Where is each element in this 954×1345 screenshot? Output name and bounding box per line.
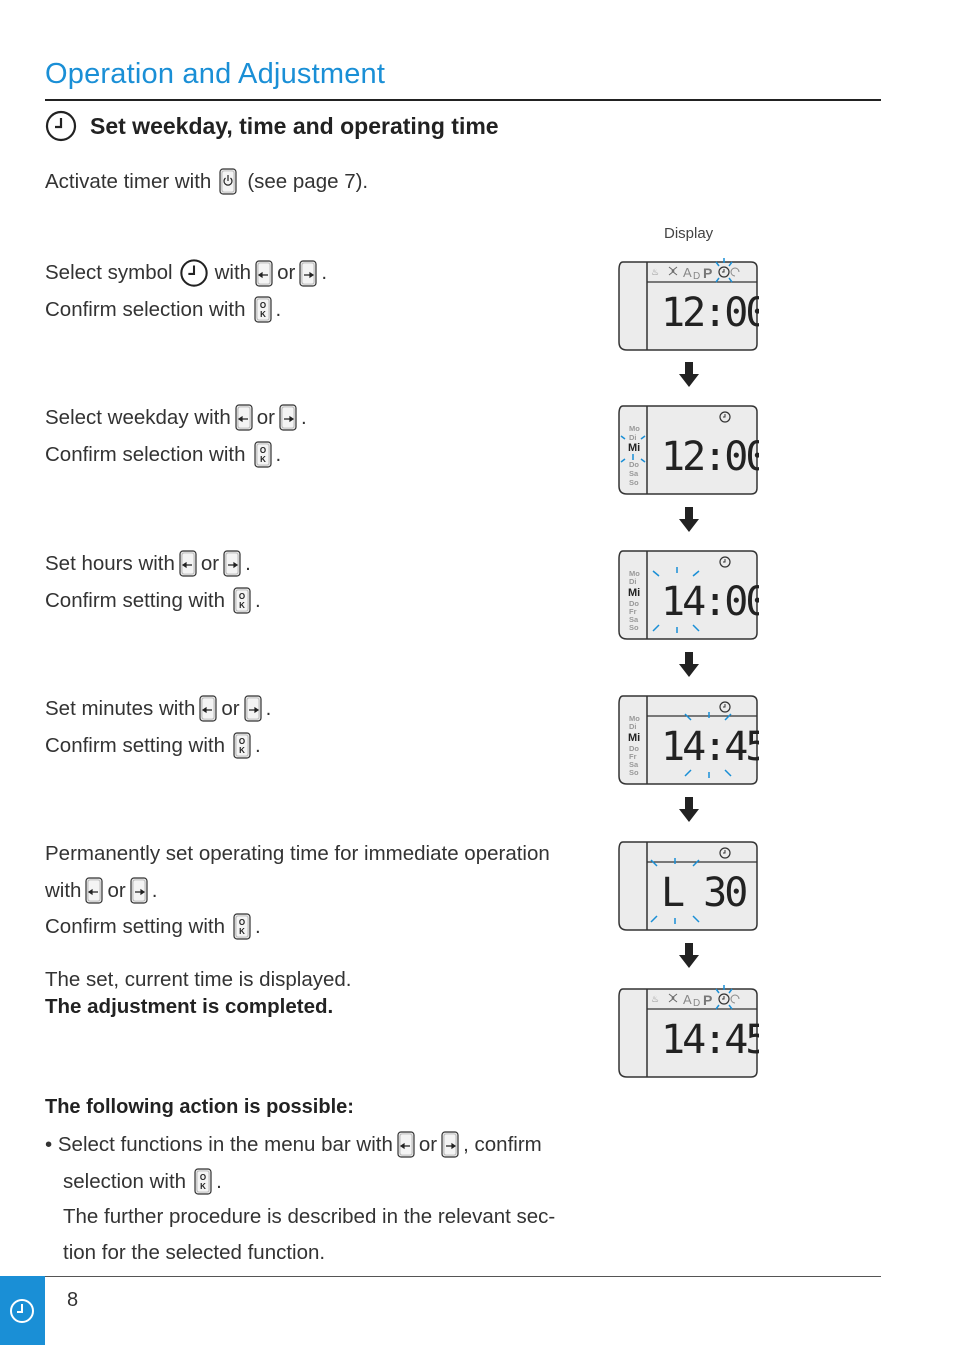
arrow-down-icon [678, 943, 700, 969]
possible-line-4: tion for the selected function. [63, 1241, 326, 1264]
svg-text:K: K [239, 746, 245, 755]
svg-text:♨: ♨ [651, 267, 660, 277]
arrow-down-icon [678, 797, 700, 823]
step-set-minutes: Set minutes with or . [45, 695, 271, 722]
left-arrow-button-icon [397, 1131, 415, 1158]
menu-p: P [703, 992, 713, 1008]
arrow-down-icon [678, 507, 700, 533]
intro-line: Activate timer with (see page 7). [45, 168, 368, 195]
left-arrow-button-icon [235, 404, 253, 431]
svg-text:Mo: Mo [629, 424, 640, 433]
clock-symbol-icon [179, 258, 209, 288]
step-select-symbol: Select symbol with or . [45, 258, 327, 288]
svg-text:So: So [629, 478, 639, 487]
svg-text:Di: Di [629, 577, 637, 586]
lcd-time: 14:45 [661, 1017, 759, 1063]
svg-text:O: O [259, 301, 266, 310]
svg-text:Di: Di [629, 722, 637, 731]
ok-button-icon [254, 296, 272, 323]
svg-text:Mi: Mi [628, 442, 641, 454]
svg-text:K: K [200, 1182, 206, 1191]
menu-d: D [693, 271, 701, 282]
left-arrow-button-icon [179, 550, 197, 577]
lcd-time: L 30 [661, 870, 746, 916]
arrow-down-icon [678, 652, 700, 678]
step-operating-time-buttons: with or . [45, 877, 157, 904]
svg-text:Sa: Sa [629, 760, 639, 769]
chapter-tab [0, 1276, 45, 1345]
svg-text:Mo: Mo [629, 714, 640, 723]
svg-text:K: K [239, 927, 245, 936]
left-arrow-button-icon [255, 260, 273, 287]
svg-text:O: O [238, 592, 246, 601]
svg-text:♨: ♨ [651, 994, 660, 1004]
svg-text:Mi: Mi [628, 732, 641, 744]
lcd-display-weekday [617, 404, 759, 498]
step-confirm-hours: Confirm setting with O K . [45, 587, 261, 614]
lcd-display-symbol [617, 258, 759, 352]
left-arrow-button-icon [85, 877, 103, 904]
svg-text:Sa: Sa [629, 615, 639, 624]
step-operating-time: Permanently set operating time for immediate operation [45, 842, 550, 865]
svg-text:Mi: Mi [628, 587, 641, 599]
lcd-display-minutes [617, 694, 759, 788]
step-select-weekday: Select weekday with or . [45, 404, 307, 431]
ok-button-icon [233, 587, 251, 614]
ok-button-icon [233, 913, 251, 940]
svg-text:So: So [629, 623, 639, 632]
svg-text:Do: Do [629, 744, 639, 753]
ok-button-icon [233, 732, 251, 759]
right-arrow-button-icon [279, 404, 297, 431]
menu-a: A [683, 992, 692, 1007]
arrow-down-icon [678, 362, 700, 388]
svg-text:Mo: Mo [629, 569, 640, 578]
page-number: 8 [67, 1289, 79, 1311]
right-arrow-button-icon [299, 260, 317, 287]
svg-text:Do: Do [629, 599, 639, 608]
right-arrow-button-icon [130, 877, 148, 904]
menu-p: P [703, 265, 713, 281]
clock-icon [45, 110, 77, 142]
lcd-time: 12:00 [661, 434, 759, 480]
ok-button-icon [194, 1168, 212, 1195]
svg-text:So: So [629, 768, 639, 777]
svg-text:O: O [238, 737, 246, 746]
svg-text:K: K [259, 455, 266, 464]
step-confirm-weekday: Confirm selection with O K . [45, 441, 281, 468]
menu-d: D [693, 998, 701, 1009]
step-confirm-minutes: Confirm setting with O K . [45, 732, 261, 759]
svg-text:Di: Di [629, 433, 637, 442]
lcd-time: 14:00 [661, 579, 759, 625]
svg-text:Fr: Fr [629, 752, 637, 761]
lcd-display-operating-time [617, 840, 759, 934]
right-arrow-button-icon [223, 550, 241, 577]
svg-text:K: K [239, 601, 245, 610]
lcd-display-final [617, 985, 759, 1079]
svg-text:O: O [199, 1173, 207, 1182]
step-confirm-operating-time: Confirm setting with O K . [45, 913, 261, 940]
ok-button-icon [254, 441, 272, 468]
step-set-hours: Set hours with or . [45, 550, 251, 577]
svg-text:Do: Do [629, 460, 639, 469]
clock-icon [9, 1298, 35, 1324]
power-button-icon [219, 168, 237, 195]
svg-text:Sa: Sa [629, 469, 639, 478]
footer-rule [45, 1276, 881, 1277]
page-title: Operation and Adjustment [45, 58, 386, 90]
svg-text:O: O [238, 918, 246, 927]
right-arrow-button-icon [244, 695, 262, 722]
current-time-note: The set, current time is displayed. [45, 968, 352, 991]
menu-a: A [683, 265, 692, 280]
svg-text:O: O [259, 446, 266, 455]
left-arrow-button-icon [199, 695, 217, 722]
step-confirm-symbol: Confirm selection with O K . [45, 296, 281, 323]
lcd-time: 14:45 [661, 724, 759, 770]
section-title: Set weekday, time and operating time [90, 113, 499, 139]
lcd-time: 12:00 [661, 290, 759, 336]
svg-text:Fr: Fr [629, 607, 637, 616]
possible-line-1: • Select functions in the menu bar with or , confirm [45, 1131, 542, 1158]
display-label: Display [664, 225, 714, 242]
completed-note: The adjustment is completed. [45, 995, 334, 1018]
lcd-display-hours [617, 549, 759, 643]
possible-line-3: The further procedure is described in the relevant sec- [63, 1205, 556, 1228]
possible-heading: The following action is possible: [45, 1096, 354, 1118]
possible-line-2: selection with O K . [63, 1168, 222, 1195]
title-rule [45, 99, 881, 101]
svg-text:K: K [259, 310, 266, 319]
right-arrow-button-icon [441, 1131, 459, 1158]
